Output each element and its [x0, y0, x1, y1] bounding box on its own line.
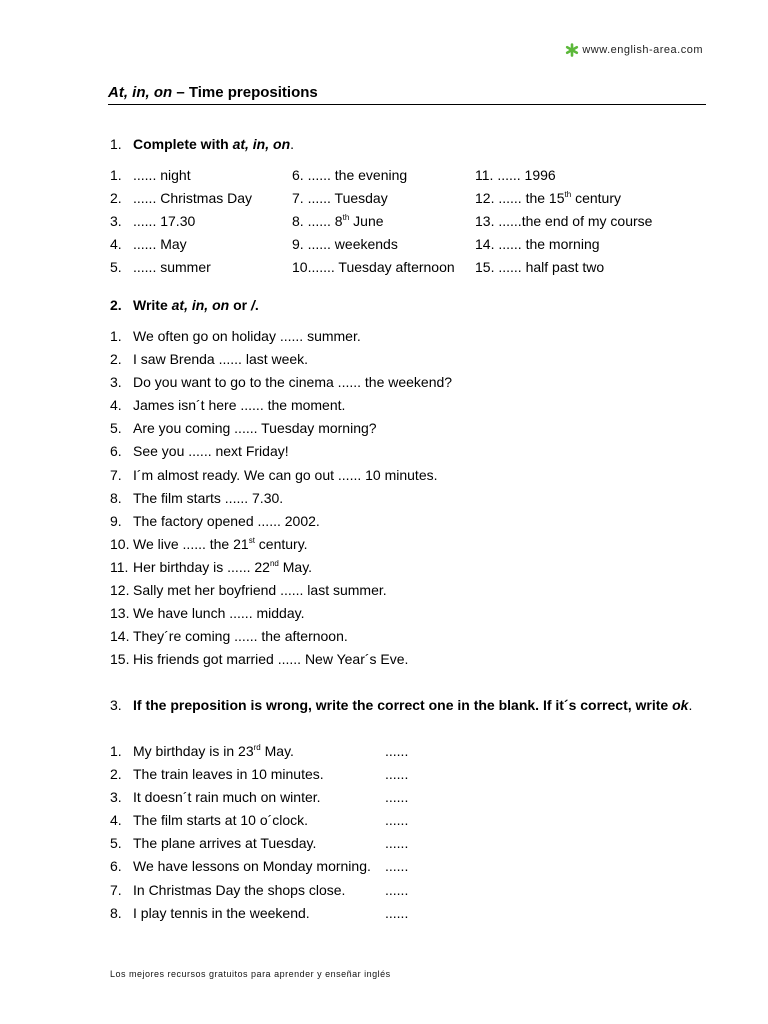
list-item: 2. I saw Brenda ...... last week. [110, 351, 309, 368]
title-prepositions: At, in, on [108, 84, 173, 101]
grid-row: 5. ...... summer 10....... Tuesday afternoon 15. ...... half past two [110, 259, 605, 275]
list-item: 7. In Christmas Day the shops close. ...... [110, 882, 408, 905]
list-item: 3. Do you want to go to the cinema ...... the weekend? [110, 374, 453, 391]
asterisk-logo-icon [565, 43, 579, 57]
list-item: 13. We have lunch ...... midday. [110, 605, 305, 622]
section3-list [110, 743, 408, 928]
answer-blank: ...... [385, 858, 409, 875]
section1-grid [110, 167, 715, 282]
list-item: 8. The film starts ...... 7.30. [110, 489, 284, 506]
list-item: 2. The train leaves in 10 minutes. ...... [110, 766, 408, 789]
section2-list [110, 328, 452, 674]
answer-blank: ...... [385, 743, 409, 759]
list-item: 6. See you ...... next Friday! [110, 443, 289, 460]
section2-heading: 2. Write at, in, on or /. [110, 297, 259, 313]
list-item: 14. They´re coming ...... the afternoon. [110, 628, 348, 645]
grid-row: 4. ...... May 9. ...... weekends 14. ...... the morning [110, 236, 600, 252]
grid-row: 2. ...... Christmas Day 7. ...... Tuesday 12. ...... the 15th century [110, 190, 621, 206]
answer-blank: ...... [385, 835, 409, 852]
section3-heading: 3. If the preposition is wrong, write the correct one in the blank. If it´s correct, write ok. [110, 697, 693, 713]
list-item: 5. Are you coming ...... Tuesday morning? [110, 420, 377, 437]
grid-row: 1. ...... night 6. ...... the evening 11. ...... 1996 [110, 167, 556, 183]
answer-blank: ...... [385, 766, 409, 783]
list-item: 4. The film starts at 10 o´clock. ...... [110, 812, 408, 835]
answer-blank: ...... [385, 904, 409, 921]
list-item: 10. We live ...... the 21st century. [110, 535, 308, 552]
list-item: 5. The plane arrives at Tuesday. ...... [110, 835, 408, 858]
answer-blank: ...... [385, 812, 409, 829]
list-item: 7. I´m almost ready. We can go out ...... 10 minutes. [110, 466, 438, 483]
page-title [108, 84, 706, 105]
footer-tagline: Los mejores recursos gratuitos para aprender y enseñar inglés [110, 969, 391, 979]
list-item: 3. It doesn´t rain much on winter. ...... [110, 789, 408, 812]
list-item: 6. We have lessons on Monday morning. ...... [110, 858, 408, 881]
list-item: 12. Sally met her boyfriend ...... last summer. [110, 582, 387, 599]
list-item: 11. Her birthday is ...... 22nd May. [110, 558, 313, 575]
title-rest: – Time prepositions [172, 84, 318, 101]
list-item: 9. The factory opened ...... 2002. [110, 512, 320, 529]
site-header [565, 43, 703, 57]
list-item: 8. I play tennis in the weekend. ...... [110, 905, 408, 928]
answer-blank: ...... [385, 881, 409, 898]
grid-row: 3. ...... 17.30 8. ...... 8th June 13. ......the end of my course [110, 213, 653, 229]
website-url: www.english-area.com [582, 44, 703, 56]
section1-heading: 1. Complete with at, in, on. [110, 136, 295, 152]
list-item: 1. We often go on holiday ...... summer. [110, 328, 361, 344]
list-item: 15. His friends got married ...... New Year´s Eve. [110, 651, 409, 668]
answer-blank: ...... [385, 789, 409, 806]
list-item: 1. My birthday is in 23rd May. ...... [110, 743, 408, 766]
list-item: 4. James isn´t here ...... the moment. [110, 397, 346, 414]
